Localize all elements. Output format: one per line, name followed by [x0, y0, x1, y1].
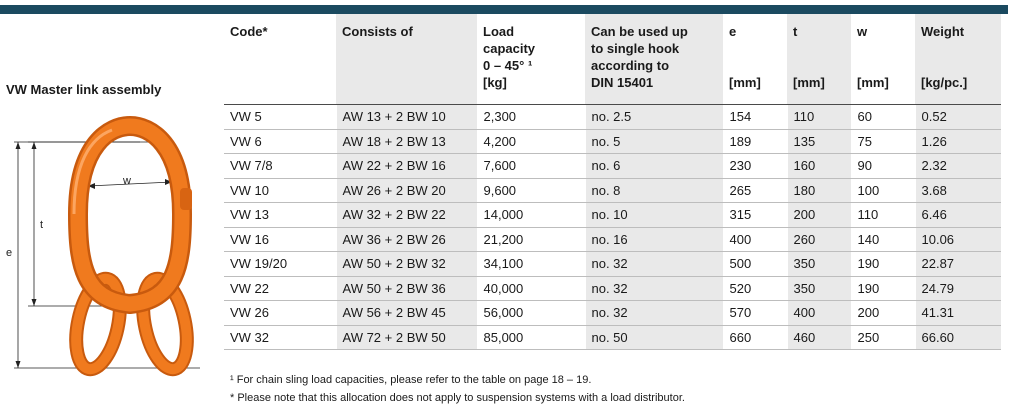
table-row	[224, 227, 1001, 252]
cell-t: 200	[787, 203, 851, 228]
cell-weight: 10.06	[915, 227, 1001, 252]
footnote-load-capacity: ¹ For chain sling load capacities, please refer to the table on page 18 – 19.	[230, 374, 592, 386]
cell-w: 100	[851, 178, 915, 203]
footnotes	[230, 371, 685, 407]
header-line	[857, 40, 909, 57]
header-line: [kg]	[483, 75, 507, 90]
header-code	[224, 14, 336, 105]
cell-load-capacity: 4,200	[477, 129, 585, 154]
header-line: [mm]	[729, 75, 761, 90]
cell-code: VW 10	[224, 178, 336, 203]
cell-single-hook: no. 8	[585, 178, 723, 203]
cell-w: 110	[851, 203, 915, 228]
section-title: VW Master link assembly	[6, 82, 162, 97]
cell-consists-of: AW 13 + 2 BW 10	[336, 105, 477, 130]
cell-w: 190	[851, 276, 915, 301]
header-line: t	[793, 24, 798, 39]
header-line: [mm]	[857, 75, 889, 90]
cell-code: VW 32	[224, 325, 336, 350]
cell-t: 135	[787, 129, 851, 154]
cell-consists-of: AW 32 + 2 BW 22	[336, 203, 477, 228]
cell-load-capacity: 40,000	[477, 276, 585, 301]
header-w	[851, 14, 915, 105]
cell-load-capacity: 14,000	[477, 203, 585, 228]
master-link-illustration	[0, 104, 224, 394]
cell-t: 180	[787, 178, 851, 203]
cell-weight: 22.87	[915, 252, 1001, 277]
header-line: 0 – 45° ¹	[483, 58, 533, 73]
cell-e: 660	[723, 325, 787, 350]
header-line: [mm]	[793, 75, 825, 90]
header-consists-of	[336, 14, 477, 105]
table-header-row	[224, 14, 1001, 105]
header-line	[793, 57, 845, 74]
cell-w: 200	[851, 301, 915, 326]
header-line	[793, 40, 845, 57]
header-line: e	[729, 24, 737, 39]
cell-single-hook: no. 10	[585, 203, 723, 228]
cell-load-capacity: 2,300	[477, 105, 585, 130]
cell-w: 190	[851, 252, 915, 277]
cell-single-hook: no. 16	[585, 227, 723, 252]
cell-w: 60	[851, 105, 915, 130]
header-line: capacity	[483, 41, 536, 56]
header-line	[921, 57, 995, 74]
cell-e: 520	[723, 276, 787, 301]
table-row	[224, 154, 1001, 179]
cell-t: 460	[787, 325, 851, 350]
header-line	[729, 40, 781, 57]
cell-e: 230	[723, 154, 787, 179]
cell-code: VW 26	[224, 301, 336, 326]
table-row	[224, 301, 1001, 326]
cell-code: VW 16	[224, 227, 336, 252]
footnote-allocation: * Please note that this allocation does not apply to suspension systems with a load distributor.	[230, 392, 685, 404]
cell-single-hook: no. 2.5	[585, 105, 723, 130]
cell-code: VW 5	[224, 105, 336, 130]
cell-t: 110	[787, 105, 851, 130]
cell-code: VW 13	[224, 203, 336, 228]
header-line: Consists of	[342, 24, 413, 39]
cell-weight: 2.32	[915, 154, 1001, 179]
cell-e: 570	[723, 301, 787, 326]
table-row	[224, 325, 1001, 350]
cell-weight: 66.60	[915, 325, 1001, 350]
cell-w: 90	[851, 154, 915, 179]
cell-load-capacity: 34,100	[477, 252, 585, 277]
cell-code: VW 6	[224, 129, 336, 154]
cell-consists-of: AW 26 + 2 BW 20	[336, 178, 477, 203]
header-line: according to	[591, 58, 670, 73]
header-line: w	[857, 24, 868, 39]
header-line: Can be used up	[591, 24, 688, 39]
cell-w: 75	[851, 129, 915, 154]
cell-consists-of: AW 36 + 2 BW 26	[336, 227, 477, 252]
cell-t: 160	[787, 154, 851, 179]
cell-single-hook: no. 50	[585, 325, 723, 350]
cell-weight: 24.79	[915, 276, 1001, 301]
cell-weight: 0.52	[915, 105, 1001, 130]
dimension-w-label: w	[123, 175, 131, 187]
cell-consists-of: AW 18 + 2 BW 13	[336, 129, 477, 154]
cell-w: 140	[851, 227, 915, 252]
cell-weight: 41.31	[915, 301, 1001, 326]
cell-w: 250	[851, 325, 915, 350]
cell-consists-of: AW 50 + 2 BW 36	[336, 276, 477, 301]
dimension-t-label: t	[40, 219, 44, 231]
cell-e: 400	[723, 227, 787, 252]
cell-consists-of: AW 22 + 2 BW 16	[336, 154, 477, 179]
cell-load-capacity: 21,200	[477, 227, 585, 252]
header-line: to single hook	[591, 41, 680, 56]
cell-single-hook: no. 5	[585, 129, 723, 154]
header-line	[921, 40, 995, 57]
cell-t: 400	[787, 301, 851, 326]
cell-t: 260	[787, 227, 851, 252]
header-e	[723, 14, 787, 105]
header-line: Weight	[921, 24, 965, 39]
cell-consists-of: AW 56 + 2 BW 45	[336, 301, 477, 326]
cell-load-capacity: 9,600	[477, 178, 585, 203]
master-link-table	[224, 14, 1001, 350]
cell-weight: 3.68	[915, 178, 1001, 203]
header-single-hook	[585, 14, 723, 105]
header-line: Load	[483, 24, 515, 39]
cell-e: 265	[723, 178, 787, 203]
cell-load-capacity: 85,000	[477, 325, 585, 350]
cell-consists-of: AW 72 + 2 BW 50	[336, 325, 477, 350]
cell-consists-of: AW 50 + 2 BW 32	[336, 252, 477, 277]
table-row	[224, 129, 1001, 154]
cell-code: VW 22	[224, 276, 336, 301]
table-row	[224, 105, 1001, 130]
header-line: DIN 15401	[591, 75, 654, 90]
cell-code: VW 19/20	[224, 252, 336, 277]
table-row	[224, 252, 1001, 277]
table-row	[224, 178, 1001, 203]
cell-load-capacity: 7,600	[477, 154, 585, 179]
cell-e: 189	[723, 129, 787, 154]
cell-e: 500	[723, 252, 787, 277]
cell-single-hook: no. 32	[585, 276, 723, 301]
header-line: [kg/pc.]	[921, 75, 968, 90]
cell-weight: 1.26	[915, 129, 1001, 154]
cell-t: 350	[787, 276, 851, 301]
header-line	[857, 57, 909, 74]
cell-t: 350	[787, 252, 851, 277]
cell-load-capacity: 56,000	[477, 301, 585, 326]
cell-single-hook: no. 6	[585, 154, 723, 179]
table-row	[224, 203, 1001, 228]
top-accent-bar	[0, 5, 1008, 14]
cell-e: 315	[723, 203, 787, 228]
header-line	[729, 57, 781, 74]
header-line: Code*	[230, 24, 268, 39]
cell-single-hook: no. 32	[585, 301, 723, 326]
cell-code: VW 7/8	[224, 154, 336, 179]
header-t	[787, 14, 851, 105]
cell-weight: 6.46	[915, 203, 1001, 228]
dimension-e-label: e	[6, 247, 13, 259]
table-row	[224, 276, 1001, 301]
header-load-capacity	[477, 14, 585, 105]
cell-e: 154	[723, 105, 787, 130]
header-weight	[915, 14, 1001, 105]
cell-single-hook: no. 32	[585, 252, 723, 277]
